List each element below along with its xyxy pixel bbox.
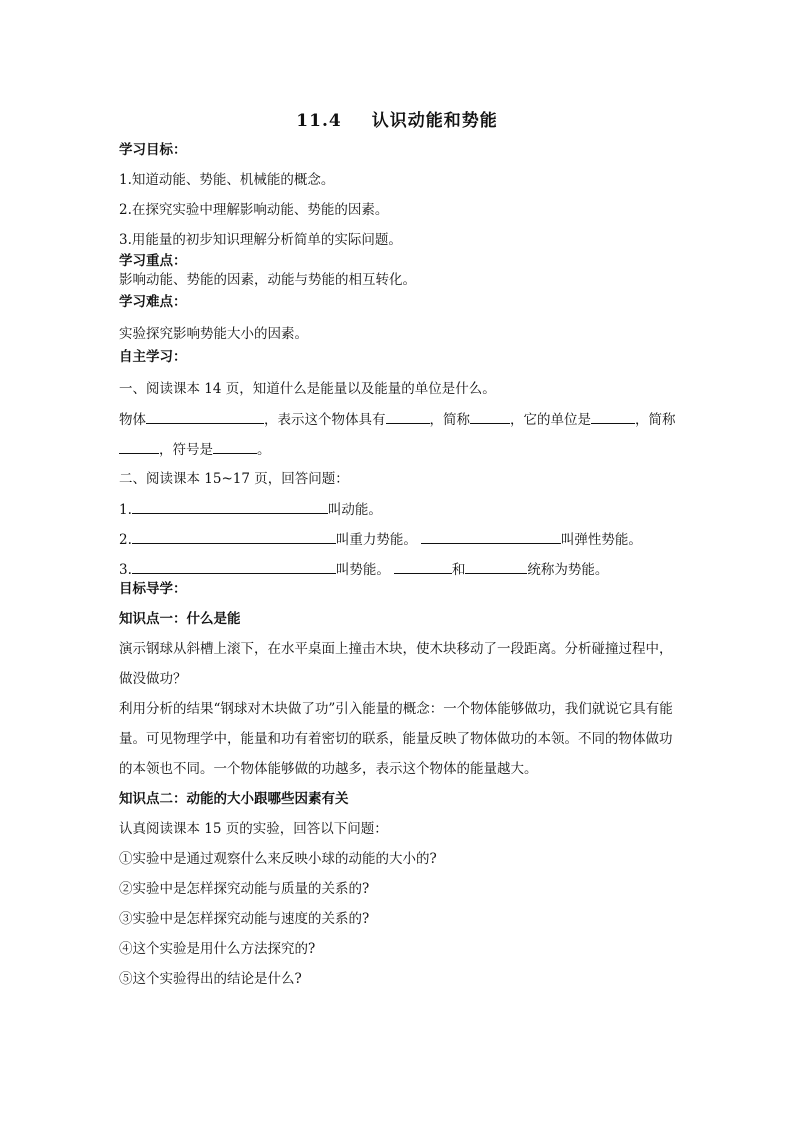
kp2-question-1: ①实验中是通过观察什么来反映小球的动能的大小的?	[119, 851, 437, 867]
fill-line-2: ，符号是 。	[119, 440, 679, 459]
page-title	[0, 106, 794, 131]
goal-item-2: 2.在探究实验中理解影响动能、势能的因素。	[119, 202, 389, 218]
blank-field[interactable]	[394, 560, 452, 574]
blank-field[interactable]	[132, 500, 328, 514]
kp1-heading: 知识点一：什么是能	[119, 611, 241, 627]
goals-heading: 学习目标：	[119, 142, 187, 158]
blank-field[interactable]	[470, 410, 510, 424]
blank-field[interactable]	[146, 410, 264, 424]
difficulty-heading: 学习难点：	[119, 294, 187, 310]
blank-field[interactable]	[119, 440, 159, 454]
goal-item-3: 3.用能量的初步知识理解分析简单的实际问题。	[119, 232, 402, 248]
blank-field[interactable]	[132, 560, 336, 574]
guide-heading: 目标导学：	[119, 581, 187, 597]
question-3: 3. 叫势能。 和 统称为势能。	[119, 562, 609, 578]
key-points-text: 影响动能、势能的因素，动能与势能的相互转化。	[119, 272, 416, 288]
fill-line-1: 物体 ，表示这个物体具有 ，简称 ，它的单位是 ，简称	[119, 412, 676, 428]
section-number: 11.4	[296, 111, 342, 131]
kp1-paragraph-1: 演示钢球从斜槽上滚下，在水平桌面上撞击木块，使木块移动了一段距离。分析碰撞过程中，做没做功？	[119, 641, 673, 687]
kp2-question-5: ⑤这个实验得出的结论是什么?	[119, 971, 302, 987]
blank-field[interactable]	[386, 410, 430, 424]
blank-field[interactable]	[465, 560, 527, 574]
goal-item-1: 1.知道动能、势能、机械能的概念。	[119, 172, 335, 188]
blank-field[interactable]	[132, 530, 336, 544]
title-text: 认识动能和势能	[371, 111, 498, 131]
blank-field[interactable]	[591, 410, 635, 424]
question-2: 2. 叫重力势能。 叫弹性势能。	[119, 532, 642, 548]
blank-field[interactable]	[213, 440, 257, 454]
blank-field[interactable]	[421, 530, 561, 544]
difficulty-text: 实验探究影响势能大小的因素。	[119, 326, 308, 342]
kp2-question-4: ④这个实验是用什么方法探究的?	[119, 941, 316, 957]
key-points-heading: 学习重点：	[119, 253, 187, 269]
self-study-part2: 二、阅读课本 15~17 页，回答问题：	[119, 471, 349, 487]
question-1: 1. 叫动能。	[119, 502, 382, 518]
kp2-question-2: ②实验中是怎样探究动能与质量的关系的?	[119, 881, 370, 897]
self-study-part1: 一、阅读课本 14 页，知道什么是能量以及能量的单位是什么。	[119, 381, 496, 397]
kp1-paragraph-2: 利用分析的结果“钢球对木块做了功”引入能量的概念：一个物体能够做功，我们就说它具有能量。可见物理学中，能量和功有着密切的联系，能量反映了物体做功的本领。不同的物体做功的本领也不同。一个物体能够做的功越多，表示这个物体的能量越大。	[119, 701, 673, 777]
kp2-heading: 知识点二：动能的大小跟哪些因素有关	[119, 791, 349, 807]
self-study-heading: 自主学习：	[119, 349, 187, 365]
kp2-question-3: ③实验中是怎样探究动能与速度的关系的?	[119, 911, 370, 927]
kp2-intro: 认真阅读课本 15 页的实验，回答以下问题：	[119, 821, 388, 837]
